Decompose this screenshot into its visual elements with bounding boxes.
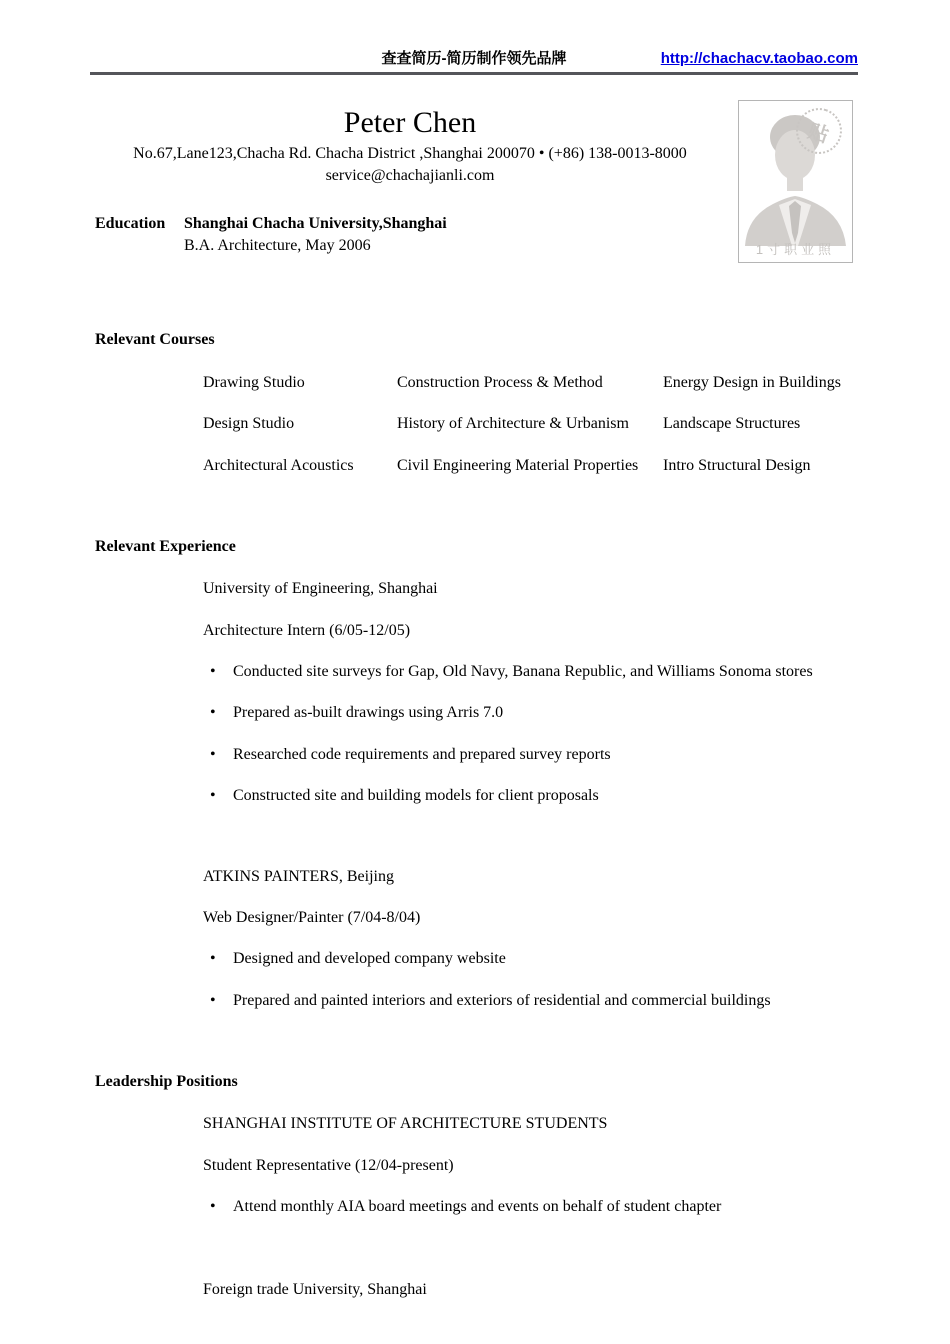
address-line: No.67,Lane123,Chacha Rd. Chacha District ,Shanghai 200070 • (+86) 138-0013-8000 — [133, 145, 687, 162]
bullet-item — [210, 651, 858, 692]
bullet-text: Conducted site surveys for Gap, Old Navy, Banana Republic, and Williams Sonoma stores — [233, 663, 813, 681]
bullet-item — [210, 775, 858, 816]
course-cell: Drawing Studio — [203, 374, 305, 391]
bullet-item — [210, 938, 858, 979]
course-cell: Architectural Acoustics — [203, 456, 354, 474]
contact-block — [95, 143, 725, 187]
courses-table — [203, 362, 858, 486]
course-cell: Civil Engineering Material Properties — [397, 456, 639, 474]
experience-entry — [203, 568, 858, 816]
bullet-icon: • — [210, 950, 216, 968]
education-section — [95, 213, 858, 257]
experience-role: Architecture Intern (6/05-12/05) — [203, 621, 411, 639]
bullet-text: Designed and developed company website — [233, 950, 506, 968]
photo-caption: 1寸职业照 — [755, 242, 836, 257]
bullet-item — [210, 980, 858, 1021]
bullet-icon: • — [210, 991, 216, 1009]
course-cell: Energy Design in Buildings — [663, 374, 841, 391]
bullet-icon: • — [210, 663, 216, 681]
experience-heading: Relevant Experience — [95, 538, 236, 556]
education-degree: B.A. Architecture, May 2006 — [184, 237, 371, 254]
candidate-name: Peter Chen — [343, 106, 477, 139]
bullet-icon: • — [210, 704, 216, 722]
leadership-role: Student Representative (12/04-present) — [203, 1156, 454, 1174]
courses-heading: Relevant Courses — [95, 331, 215, 348]
resume-body — [95, 78, 858, 1310]
education-label: Education — [95, 215, 166, 232]
course-cell: Construction Process & Method — [397, 374, 603, 391]
bullet-icon: • — [210, 1198, 216, 1216]
course-cell: Design Studio — [203, 415, 295, 433]
bullet-item — [210, 1186, 858, 1227]
bullet-item — [210, 734, 858, 775]
identity-block — [95, 105, 725, 187]
experience-org: University of Engineering, Shanghai — [203, 580, 438, 598]
leadership-heading: Leadership Positions — [95, 1073, 238, 1091]
course-cell: Intro Structural Design — [663, 456, 811, 474]
header-link-wrap — [567, 50, 859, 68]
leadership-org: SHANGHAI INSTITUTE OF ARCHITECTURE STUDENTS — [203, 1115, 608, 1133]
bullet-item — [210, 692, 858, 733]
bullet-text: Prepared and painted interiors and exteriors of residential and commercial buildings — [233, 991, 771, 1009]
bullet-text: Prepared as-built drawings using Arris 7.0 — [233, 704, 504, 722]
bullet-text: Constructed site and building models for client proposals — [233, 787, 599, 805]
email-line: service@chachajianli.com — [325, 167, 495, 184]
bullet-text: Attend monthly AIA board meetings and events on behalf of student chapter — [233, 1198, 722, 1216]
experience-org: ATKINS PAINTERS, Beijing — [203, 867, 394, 885]
experience-role: Web Designer/Painter (7/04-8/04) — [203, 909, 421, 927]
header-brand-text: 查查简历-简历制作领先品牌 — [381, 50, 567, 67]
leadership-org: Foreign trade University, Shanghai — [203, 1280, 427, 1298]
photo-stamp-icon: 贴 — [790, 102, 848, 160]
bullet-text: Researched code requirements and prepared survey reports — [233, 745, 611, 763]
education-details — [184, 213, 447, 257]
education-school: Shanghai Chacha University,Shanghai — [184, 215, 447, 232]
bullet-icon: • — [210, 745, 216, 763]
site-header — [90, 50, 858, 75]
leadership-entry — [203, 1103, 858, 1227]
course-cell: History of Architecture & Urbanism — [397, 415, 629, 433]
bullet-icon: • — [210, 787, 216, 805]
experience-entry — [203, 856, 858, 1022]
header-link[interactable]: http://chachacv.taobao.com — [660, 50, 858, 67]
course-cell: Landscape Structures — [663, 415, 801, 433]
